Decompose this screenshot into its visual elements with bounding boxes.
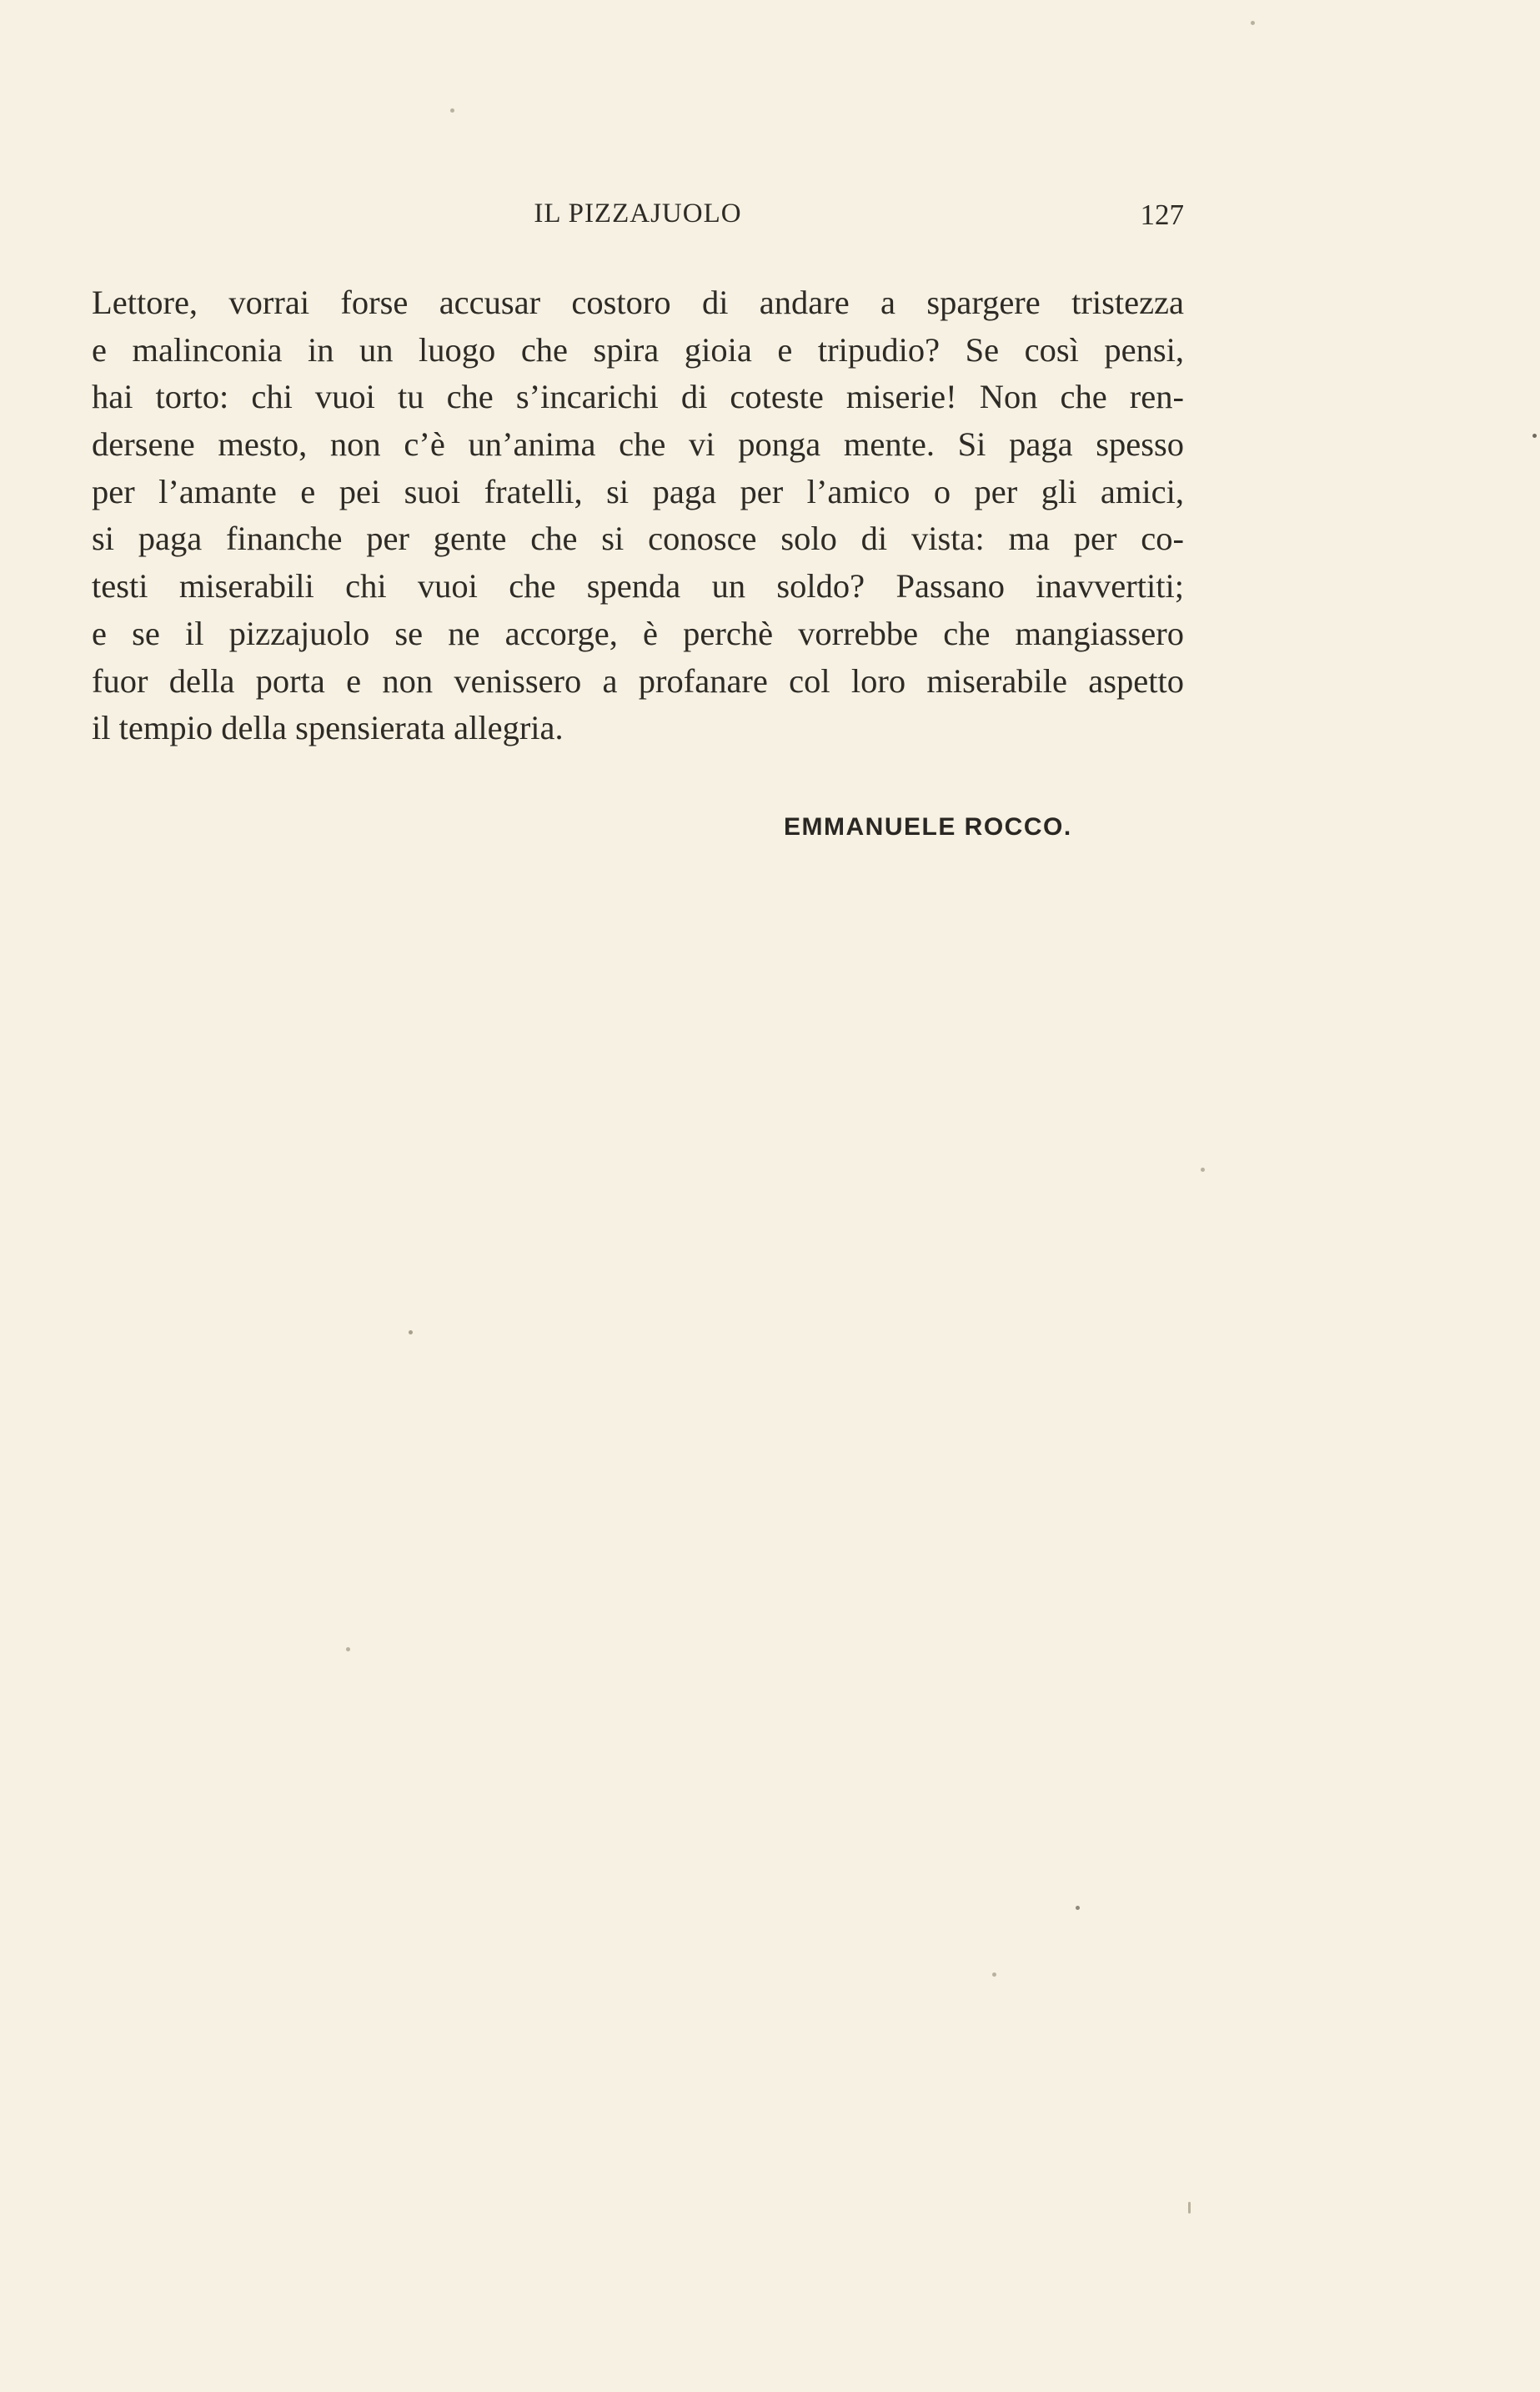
- paper-speck: [1076, 1906, 1080, 1910]
- page-number: 127: [1140, 198, 1184, 231]
- paper-speck: [346, 1647, 350, 1651]
- paper-speck: [450, 108, 454, 113]
- paper-speck: [1532, 434, 1537, 438]
- text-line: il tempio della spensierata allegria.: [92, 709, 564, 747]
- paper-speck: [1251, 21, 1255, 25]
- text-line: hai torto: chi vuoi tu che s’incarichi di coteste miserie! Non che ren-: [92, 378, 1184, 416]
- running-title: IL PIZZAJUOLO: [534, 198, 742, 229]
- text-line: testi miserabili chi vuoi che spenda un soldo? Passano inavvertiti;: [92, 567, 1184, 606]
- author-signature: EMMANUELE ROCCO.: [784, 813, 1072, 841]
- text-line: e se il pizzajuolo se ne accorge, è perchè vorrebbe che mangiassero: [92, 614, 1184, 652]
- paper-speck: [992, 1972, 996, 1977]
- paper-speck: [409, 1330, 413, 1334]
- paper-speck: [1188, 2202, 1191, 2214]
- text-line: dersene mesto, non c’è un’anima che vi ponga mente. Si paga spesso: [92, 425, 1184, 464]
- paper-speck: [1201, 1168, 1205, 1172]
- text-line: fuor della porta e non venissero a profanare col loro miserabile aspetto: [92, 661, 1184, 700]
- text-line: Lettore, vorrai forse accusar costoro di andare a spargere tristezza: [92, 284, 1184, 321]
- running-head: [92, 198, 1184, 240]
- text-line: si paga finanche per gente che si conosce solo di vista: ma per co-: [92, 520, 1184, 558]
- text-line: e malinconia in un luogo che spira gioia e tripudio? Se così pensi,: [92, 330, 1184, 369]
- body-paragraph: [92, 279, 1184, 752]
- text-line: per l’amante e pei suoi fratelli, si paga per l’amico o per gli amici,: [92, 472, 1184, 510]
